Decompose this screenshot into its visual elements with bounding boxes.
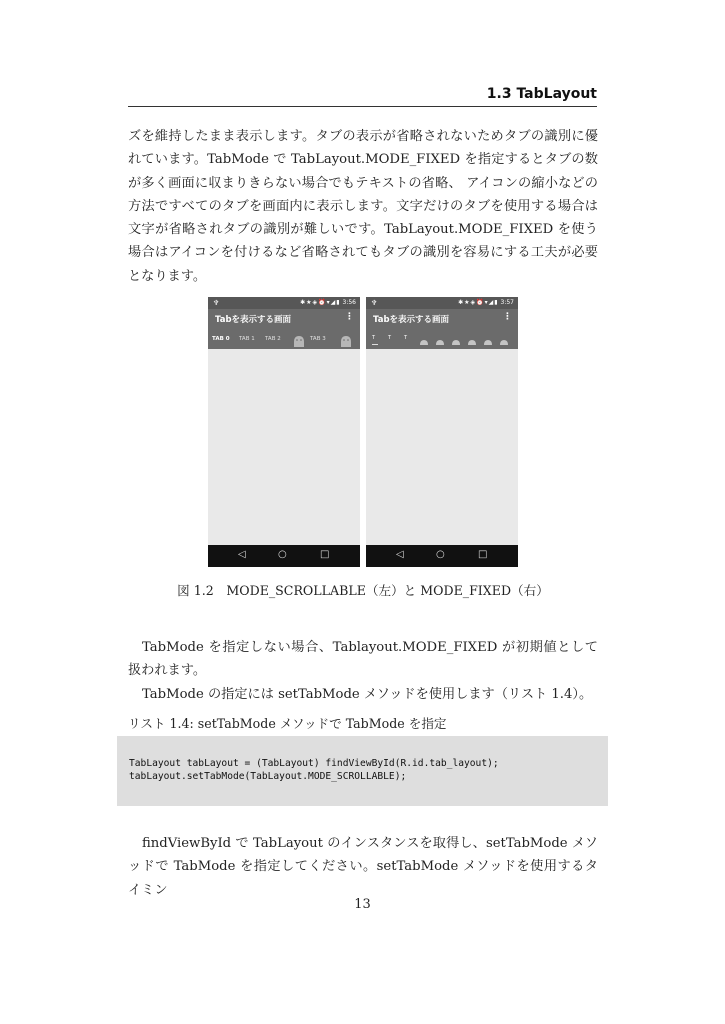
home-icon[interactable]: ○ <box>436 549 445 560</box>
bottom-paragraph: findViewById で TabLayout のインスタンスを取得し、setTabMode メソッドで TabMode を指定してください。setTabMode メソッドを使用するタイミン <box>128 836 598 898</box>
status-bar <box>366 297 518 309</box>
page-number: 13 <box>354 897 371 912</box>
recent-apps-icon[interactable]: □ <box>478 549 488 560</box>
phone-screenshot-fixed <box>366 297 518 567</box>
android-debug-icon: ♆ <box>371 299 378 307</box>
fixed-tab-android-icon[interactable] <box>483 335 497 348</box>
fixed-tab-text[interactable]: T <box>369 335 383 348</box>
app-bar-title: Tabを表示する画面 <box>373 315 450 325</box>
app-bar <box>366 309 518 349</box>
header-rule <box>128 106 597 107</box>
navigation-bar <box>366 545 518 567</box>
navigation-bar <box>208 545 360 567</box>
code-block <box>117 736 608 806</box>
tab-3[interactable]: TAB 3 <box>310 336 326 342</box>
code-line: TabLayout tabLayout = (TabLayout) findViewById(R.id.tab_layout); <box>129 758 499 769</box>
app-bar <box>208 309 360 349</box>
android-debug-icon: ♆ <box>213 299 220 307</box>
default-mode-paragraph: TabMode を指定しない場合、Tablayout.MODE_FIXED が初期値として扱われます。 <box>128 640 598 679</box>
fixed-tab-android-icon[interactable] <box>435 335 449 348</box>
phone-screenshot-scrollable <box>208 297 360 567</box>
running-header: 1.3 TabLayout <box>486 86 597 102</box>
recent-apps-icon[interactable]: □ <box>320 549 330 560</box>
fixed-tab-android-icon[interactable] <box>451 335 465 348</box>
code-line: tabLayout.setTabMode(TabLayout.MODE_SCROLLABLE); <box>129 771 407 782</box>
status-bar <box>208 297 360 309</box>
overflow-menu-icon[interactable]: ⋮ <box>345 312 354 322</box>
back-icon[interactable]: ◁ <box>396 549 404 560</box>
status-time: 3:56 <box>342 299 356 306</box>
set-method-paragraph: TabMode の指定には setTabMode メソッドを使用します（リスト 1.4）。 <box>142 686 593 702</box>
tab-strip-fixed <box>366 334 518 349</box>
fixed-tab-text[interactable]: T <box>388 335 392 341</box>
status-time: 3:57 <box>500 299 514 306</box>
body-paragraphs <box>128 636 598 706</box>
app-bar-title: Tabを表示する画面 <box>215 315 292 325</box>
android-icon <box>292 335 306 348</box>
fixed-tab-text[interactable]: T <box>404 335 408 341</box>
tab-2[interactable]: TAB 2 <box>265 336 281 342</box>
status-icons: ✱★◈⏰▾◢▮ 3:56 <box>300 299 356 306</box>
fixed-tab-android-icon[interactable] <box>467 335 481 348</box>
tab-0[interactable]: TAB 0 <box>212 336 230 342</box>
figure-caption: 図 1.2 MODE_SCROLLABLE（左）と MODE_FIXED（右） <box>177 583 549 598</box>
status-icons: ✱★◈⏰▾◢▮ 3:57 <box>458 299 514 306</box>
fixed-tab-android-icon[interactable] <box>419 335 433 348</box>
fixed-tab-android-icon[interactable] <box>499 335 513 348</box>
overflow-menu-icon[interactable]: ⋮ <box>503 312 512 322</box>
android-icon <box>339 335 353 348</box>
tab-1[interactable]: TAB 1 <box>239 336 255 342</box>
tab-strip-scrollable <box>208 334 360 349</box>
listing-title: リスト 1.4: setTabMode メソッドで TabMode を指定 <box>128 716 447 731</box>
home-icon[interactable]: ○ <box>278 549 287 560</box>
intro-paragraph: ズを維持したまま表示します。タブの表示が省略されないためタブの識別に優れています。TabMode で TabLayout.MODE_FIXED を指定するとタブの数が多く画面に収まりきらない場合でもテキストの省略、 アイコンの縮小などの方法ですべてのタブを画面内に表示します。文字だけのタブを使用する場合は文字が省略されタブの識別が難しいです。TabLayout.MODE_FIXED を使う場合はアイコンを付けるなど省略されてもタブの識別を容易にする工夫が必要となります。 <box>128 129 598 284</box>
back-icon[interactable]: ◁ <box>238 549 246 560</box>
